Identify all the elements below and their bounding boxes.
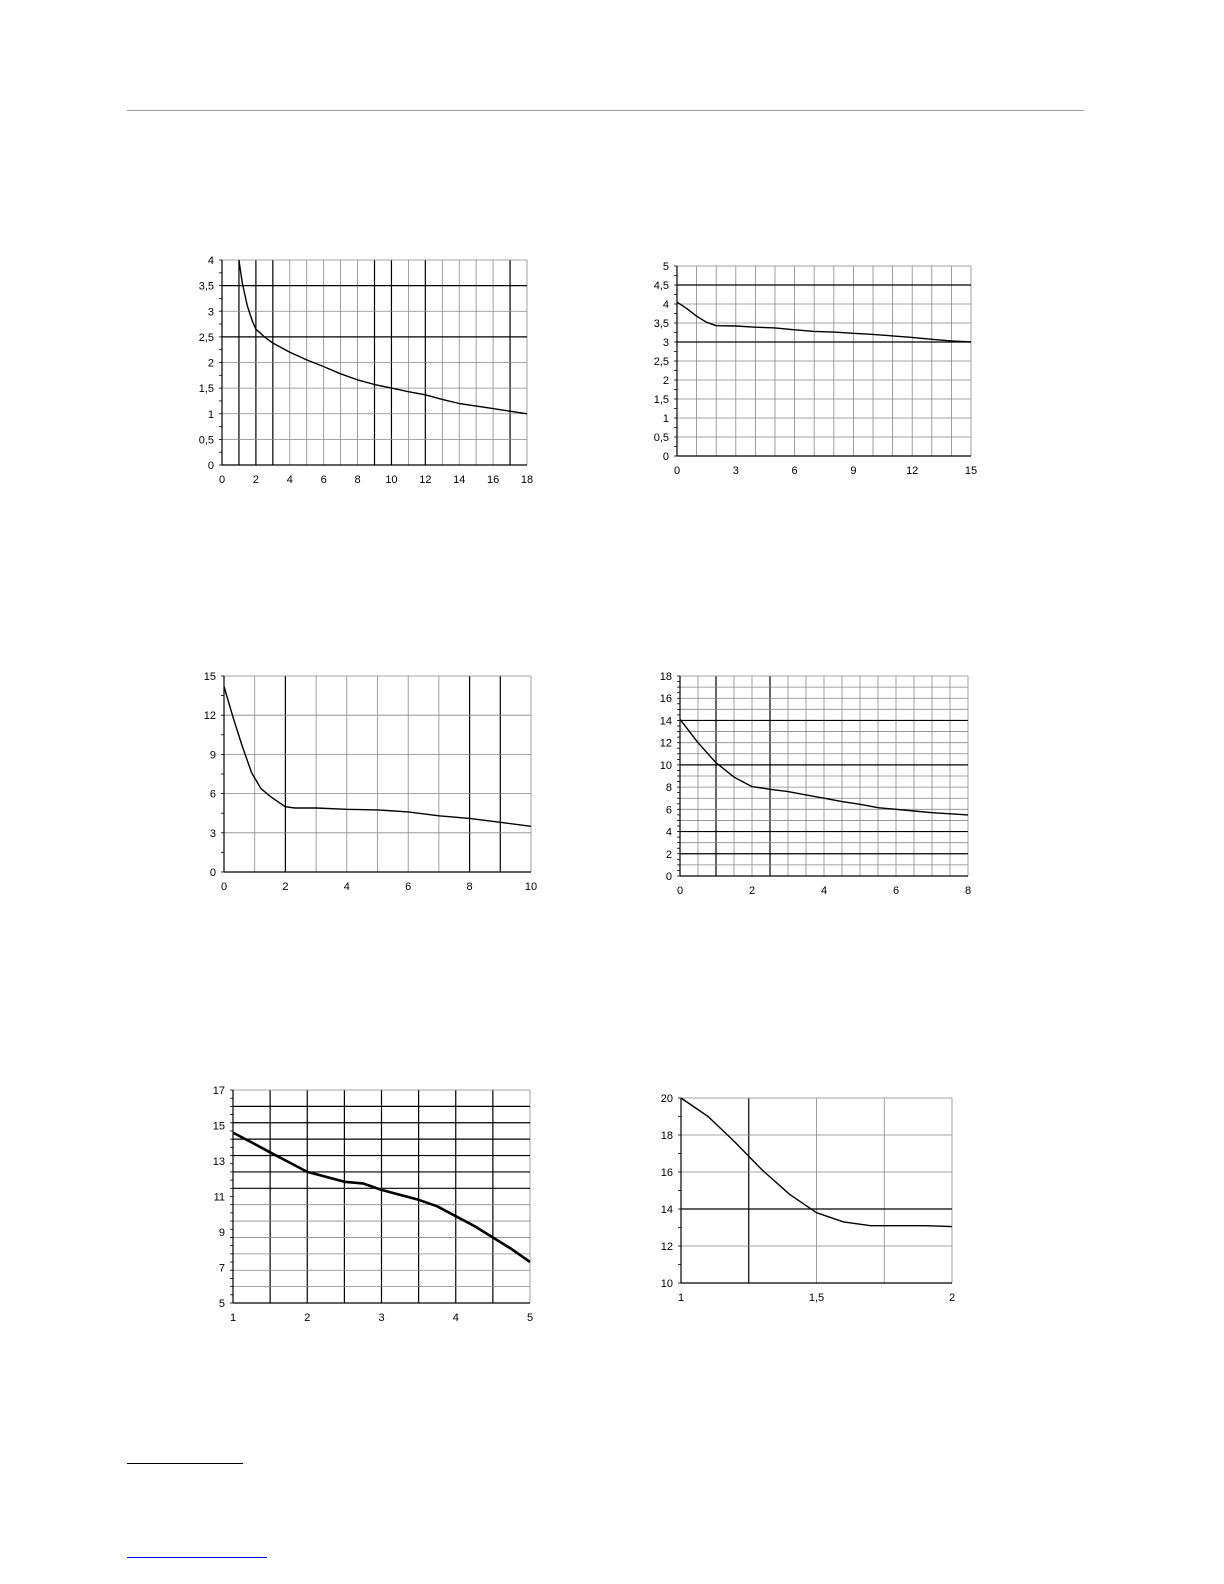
y-tick-label: 0,5 — [653, 432, 669, 444]
x-tick-label: 4 — [820, 885, 828, 897]
x-tick-label: 2 — [304, 1312, 311, 1324]
y-tick-label: 7 — [218, 1262, 225, 1275]
y-tick-label: 14 — [660, 1204, 673, 1216]
y-tick-label: 6 — [665, 804, 672, 817]
x-tick-label: 8 — [964, 885, 972, 897]
y-tick-label: 11 — [213, 1191, 225, 1204]
x-tick-label: 4 — [452, 1312, 459, 1324]
x-tick-label: 4 — [343, 881, 350, 893]
y-tick-label: 4 — [662, 299, 669, 311]
x-tick-label: 0 — [673, 465, 681, 477]
y-tick-label: 10 — [659, 759, 672, 772]
x-tick-label: 0 — [220, 881, 228, 893]
x-tick-label: 6 — [892, 885, 900, 897]
y-tick-label: 4 — [207, 255, 214, 267]
x-tick-label: 1 — [677, 1292, 685, 1304]
x-tick-label: 3 — [378, 1312, 385, 1324]
x-tick-label: 1 — [229, 1312, 237, 1324]
y-tick-label: 1 — [662, 413, 669, 425]
y-tick-label: 9 — [218, 1227, 225, 1239]
y-tick-label: 13 — [212, 1156, 225, 1168]
x-tick-label: 2 — [748, 885, 756, 897]
y-tick-label: 1,5 — [198, 383, 214, 396]
y-tick-label: 12 — [203, 710, 216, 723]
y-tick-label: 0 — [662, 451, 669, 463]
y-tick-label: 3 — [207, 306, 214, 319]
y-tick-label: 9 — [209, 749, 216, 762]
x-tick-label: 14 — [453, 474, 466, 486]
y-tick-label: 18 — [660, 1130, 673, 1142]
x-tick-label: 4 — [286, 474, 293, 486]
y-tick-label: 4,5 — [653, 280, 669, 292]
y-tick-label: 20 — [660, 1093, 673, 1105]
y-tick-label: 15 — [203, 671, 216, 683]
grid — [222, 260, 527, 465]
y-tick-label: 3 — [662, 337, 669, 349]
link-rule — [127, 1557, 267, 1558]
y-tick-label: 1,5 — [653, 394, 669, 406]
x-tick-label: 18 — [520, 474, 534, 486]
x-tick-label: 16 — [486, 474, 500, 486]
chart-2 — [640, 255, 1000, 485]
grid — [677, 266, 971, 456]
y-tick-label: 4 — [665, 826, 672, 839]
x-tick-label: 2 — [948, 1292, 956, 1304]
grid — [680, 676, 968, 876]
x-tick-label: 6 — [405, 881, 412, 893]
series-line — [677, 302, 971, 342]
y-tick-label: 8 — [665, 782, 672, 795]
x-tick-label: 15 — [964, 465, 978, 477]
x-tick-label: 5 — [526, 1312, 534, 1324]
grid — [224, 676, 531, 872]
x-tick-label: 10 — [524, 881, 538, 893]
y-tick-label: 6 — [209, 788, 216, 801]
y-tick-label: 12 — [659, 737, 672, 750]
y-tick-label: 1 — [207, 408, 214, 421]
chart-1 — [180, 245, 550, 500]
y-tick-label: 2,5 — [653, 356, 669, 368]
y-tick-label: 15 — [212, 1120, 225, 1133]
y-tick-label: 0 — [665, 871, 672, 883]
x-tick-label: 3 — [732, 465, 739, 477]
grid — [233, 1090, 530, 1303]
x-tick-label: 8 — [466, 881, 473, 893]
y-tick-label: 14 — [659, 715, 672, 728]
y-tick-label: 16 — [659, 693, 672, 706]
chart-3 — [190, 665, 550, 900]
x-tick-label: 6 — [791, 465, 798, 477]
x-tick-label: 10 — [385, 474, 398, 486]
y-tick-label: 18 — [659, 671, 672, 683]
grid — [681, 1098, 952, 1283]
y-tick-label: 12 — [660, 1241, 673, 1253]
y-tick-label: 3 — [209, 827, 216, 840]
x-tick-label: 0 — [218, 474, 226, 486]
chart-6 — [640, 1085, 980, 1310]
footnote-rule — [127, 1463, 243, 1464]
y-tick-label: 17 — [212, 1085, 225, 1097]
header-rule — [127, 110, 1084, 111]
y-tick-label: 0 — [207, 460, 214, 472]
x-tick-label: 6 — [320, 474, 327, 486]
y-tick-label: 5 — [662, 261, 669, 273]
x-tick-label: 9 — [850, 465, 857, 477]
y-tick-label: 0,5 — [198, 434, 214, 447]
x-tick-label: 8 — [354, 474, 361, 486]
x-tick-label: 2 — [282, 881, 289, 893]
chart-4 — [640, 665, 990, 905]
y-tick-label: 0 — [209, 867, 216, 879]
y-tick-label: 5 — [218, 1298, 225, 1310]
y-tick-label: 3,5 — [653, 318, 669, 330]
y-tick-label: 2 — [207, 357, 214, 370]
x-tick-label: 2 — [252, 474, 259, 486]
x-tick-label: 12 — [419, 474, 432, 486]
x-tick-label: 12 — [906, 465, 919, 477]
y-tick-label: 16 — [660, 1167, 673, 1179]
y-tick-label: 3,5 — [198, 280, 214, 293]
y-tick-label: 2,5 — [198, 331, 214, 344]
chart-5 — [190, 1080, 550, 1335]
y-tick-label: 2 — [665, 848, 672, 861]
y-tick-label: 10 — [660, 1278, 673, 1290]
y-tick-label: 2 — [662, 375, 669, 387]
x-tick-label: 0 — [676, 885, 684, 897]
x-tick-label: 1,5 — [808, 1292, 825, 1304]
